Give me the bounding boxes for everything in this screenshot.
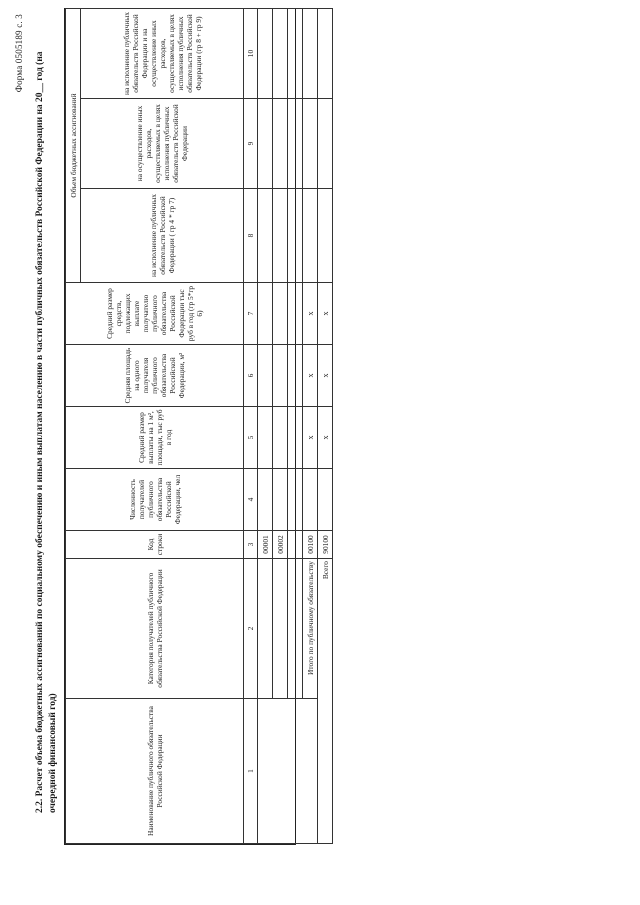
data-cell	[303, 99, 318, 189]
col-number: 3	[244, 531, 258, 559]
data-cell	[303, 469, 318, 531]
data-cell	[288, 99, 303, 189]
subtotal-label: Итого по публичному обязательству	[303, 559, 318, 699]
data-cell	[288, 407, 303, 469]
data-cell	[288, 283, 303, 345]
form-number: Форма 0505189 с. 3	[14, 14, 24, 93]
data-cell	[273, 189, 288, 283]
obligation-name-cell	[258, 699, 318, 844]
col-number: 9	[244, 99, 258, 189]
col-header-2: Категория получателей публичного обязательства Российской Федерации	[66, 559, 244, 699]
data-cell	[288, 345, 303, 407]
data-cell	[288, 9, 303, 99]
data-cell	[318, 469, 333, 531]
data-cell	[288, 189, 303, 283]
category-cell	[288, 559, 303, 699]
data-cell	[318, 9, 333, 99]
data-cell	[318, 189, 333, 283]
data-cell	[273, 283, 288, 345]
data-cell	[273, 99, 288, 189]
category-cell	[273, 559, 288, 699]
data-cell	[303, 189, 318, 283]
col-header-3: Код строки	[66, 531, 244, 559]
col-header-4: Численность получателей публичного обязательства Российской Федерации, чел	[66, 469, 244, 531]
col-header-6: Средняя площадь на одного получателя публичного обязательства Российской Федерации, м²	[66, 345, 244, 407]
col-header-10: на исполнение публичных обязательств Российской Федерации и на осуществление иных расходов, осуществляемых в целях исполнения публичных обязательств Российской Федерации (гр 8 + гр 9)	[81, 9, 244, 99]
col-number: 5	[244, 407, 258, 469]
data-cell	[258, 345, 273, 407]
col-number: 8	[244, 189, 258, 283]
col-number: 10	[244, 9, 258, 99]
total-label: Всего	[318, 559, 333, 844]
col-number: 1	[244, 699, 258, 844]
row-code: 00001	[258, 531, 273, 559]
x-mark: x	[318, 407, 333, 469]
data-cell	[258, 283, 273, 345]
total-row	[318, 9, 333, 844]
data-cell	[273, 407, 288, 469]
data-cell	[273, 9, 288, 99]
data-cell	[258, 469, 273, 531]
col-header-1: Наименование публичного обязательства Российской Федерации	[66, 699, 244, 844]
col-header-8: на исполнение публичных обязательств Российской Федерации ( гр 4 * гр 7)	[81, 189, 244, 283]
data-cell	[258, 99, 273, 189]
data-cell	[303, 9, 318, 99]
group-header: Объем бюджетных ассигнований	[66, 9, 81, 283]
x-mark: x	[303, 283, 318, 345]
row-code	[288, 531, 303, 559]
x-mark: x	[318, 345, 333, 407]
row-code: 00002	[273, 531, 288, 559]
data-cell	[258, 9, 273, 99]
x-mark: x	[318, 283, 333, 345]
data-cell	[258, 407, 273, 469]
x-mark: x	[303, 407, 318, 469]
data-cell	[288, 469, 303, 531]
col-number: 6	[244, 345, 258, 407]
col-header-5: Средний размер выплаты на 1 м², площади, тыс руб в год	[66, 407, 244, 469]
column-number-row	[244, 9, 258, 844]
table-row	[258, 9, 273, 844]
budget-table	[64, 8, 330, 845]
section-heading: 2.2. Расчет объема бюджетных ассигнований по социальному обеспечению и иным выплатам населению в части публичных обязательств Российской Федерации на 20__ год (на очередной финансовый год)	[35, 51, 58, 813]
subtotal-code: 00100	[303, 531, 318, 559]
col-number: 2	[244, 559, 258, 699]
col-number: 7	[244, 283, 258, 345]
data-cell	[273, 469, 288, 531]
data-cell	[273, 345, 288, 407]
total-code: 90100	[318, 531, 333, 559]
x-mark: x	[303, 345, 318, 407]
data-cell	[258, 189, 273, 283]
col-number: 4	[244, 469, 258, 531]
category-cell	[258, 559, 273, 699]
col-header-9: на осуществление иных расходов, осуществляемых в целях исполнения публичных обязательств Российской Федерации	[81, 99, 244, 189]
col-header-7: Средний размер средств, подлежащих выплате получателю публичного обязательства Российской Федерации тыс руб в год (гр 5*гр 6)	[66, 283, 244, 345]
data-cell	[318, 99, 333, 189]
